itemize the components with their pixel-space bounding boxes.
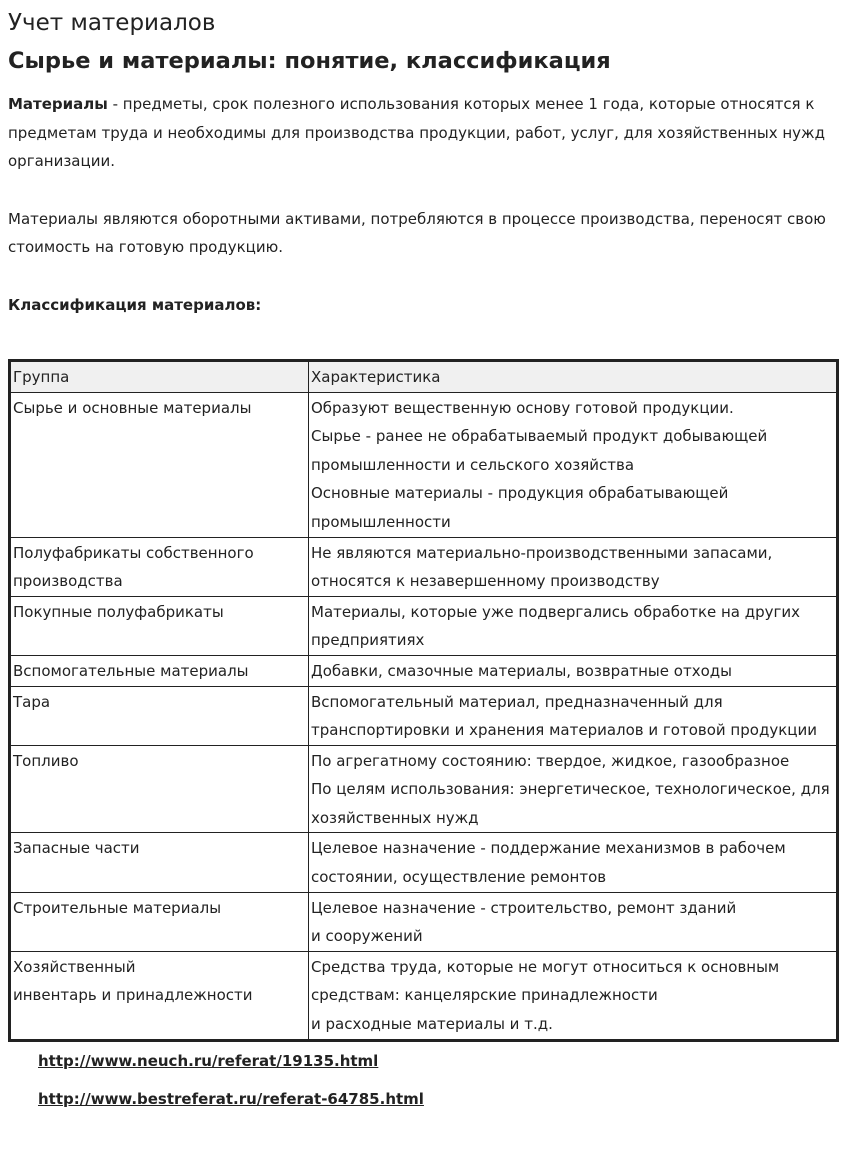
cell-characteristic	[309, 537, 838, 596]
cell-characteristic	[309, 951, 838, 1040]
characteristic-text: Сырье - ранее не обрабатываемый продукт добывающей промышленности и сельского хозяйства	[311, 427, 768, 474]
cell-group	[10, 745, 309, 833]
cell-group	[10, 686, 309, 745]
cell-group	[10, 833, 309, 892]
characteristic-text: Средства труда, которые не могут относиться к основным средствам: канцелярские принадлежности	[311, 957, 780, 1005]
cell-characteristic	[309, 655, 838, 686]
group-text: Полуфабрикаты собственного производства	[13, 543, 254, 591]
group-text: Покупные полуфабрикаты	[13, 602, 224, 621]
characteristic-text: По агрегатному состоянию: твердое, жидкое, газообразное	[311, 751, 790, 770]
characteristic-text: Целевое назначение - строительство, ремонт зданий	[311, 898, 737, 917]
table-row	[10, 833, 838, 892]
table-row	[10, 686, 838, 745]
table-row	[10, 537, 838, 596]
table-row	[10, 892, 838, 951]
table-row	[10, 655, 838, 686]
cell-group	[10, 537, 309, 596]
table-row	[10, 951, 838, 1040]
column-header-group: Группа	[10, 360, 309, 392]
cell-characteristic	[309, 596, 838, 655]
group-text: инвентарь и принадлежности	[13, 986, 253, 1005]
cell-group	[10, 892, 309, 951]
characteristic-text: По целям использования: энергетическое, технологическое, для хозяйственных нужд	[311, 780, 830, 827]
characteristic-text: Материалы, которые уже подвергались обработке на других предприятиях	[311, 602, 801, 650]
source-link-bestreferat[interactable]: http://www.bestreferat.ru/referat-64785.html	[38, 1089, 424, 1108]
characteristic-text: Основные материалы - продукция обрабатывающей промышленности	[311, 484, 729, 531]
column-header-characteristic: Характеристика	[309, 360, 838, 392]
table-row	[10, 745, 838, 833]
cell-group	[10, 951, 309, 1040]
characteristic-text: и расходные материалы и т.д.	[311, 1015, 553, 1034]
table-header-row	[10, 360, 838, 392]
page-title: Сырье и материалы: понятие, классификация	[8, 48, 611, 74]
cell-group	[10, 655, 309, 686]
cell-characteristic	[309, 833, 838, 892]
group-text: Топливо	[13, 751, 79, 770]
cell-characteristic	[309, 686, 838, 745]
site-title: Учет материалов	[8, 10, 216, 36]
cell-characteristic	[309, 392, 838, 537]
definition-paragraph	[8, 90, 839, 176]
classification-heading: Классификация материалов:	[8, 295, 262, 314]
table-row	[10, 392, 838, 537]
assets-paragraph: Материалы являются оборотными активами, потребляются в процессе производства, переносят свою стоимость на готовую продукцию.	[8, 209, 826, 257]
characteristic-text: и сооружений	[311, 927, 423, 946]
characteristic-text: Вспомогательный материал, предназначенный для транспортировки и хранения материалов и готовой продукции	[311, 692, 817, 740]
table-body	[10, 392, 838, 1040]
group-text: Тара	[13, 692, 51, 711]
group-text: Запасные части	[13, 839, 140, 858]
cell-group	[10, 596, 309, 655]
page-header	[8, 8, 839, 78]
definition-text: - предметы, срок полезного использования которых менее 1 года, которые относятся к предметам труда и необходимы для производства продукции, работ, услуг, для хозяйственных нужд организации.	[8, 95, 825, 171]
group-text: Сырье и основные материалы	[13, 398, 252, 417]
cell-characteristic	[309, 892, 838, 951]
group-text: Строительные материалы	[13, 898, 222, 917]
cell-characteristic	[309, 745, 838, 833]
source-link-neuch[interactable]: http://www.neuch.ru/referat/19135.html	[38, 1051, 379, 1070]
group-text: Вспомогательные материалы	[13, 661, 249, 680]
definition-term: Материалы	[8, 95, 108, 113]
characteristic-text: Добавки, смазочные материалы, возвратные отходы	[311, 661, 732, 680]
characteristic-text: Образуют вещественную основу готовой продукции.	[311, 398, 734, 417]
table-row	[10, 596, 838, 655]
characteristic-text: Не являются материально-производственными запасами, относятся к незавершенному производству	[311, 543, 773, 591]
group-text: Хозяйственный	[13, 957, 136, 976]
cell-group	[10, 392, 309, 537]
classification-table	[8, 359, 839, 1042]
characteristic-text: Целевое назначение - поддержание механизмов в рабочем состоянии, осуществление ремонтов	[311, 839, 786, 887]
source-links	[38, 1042, 839, 1118]
